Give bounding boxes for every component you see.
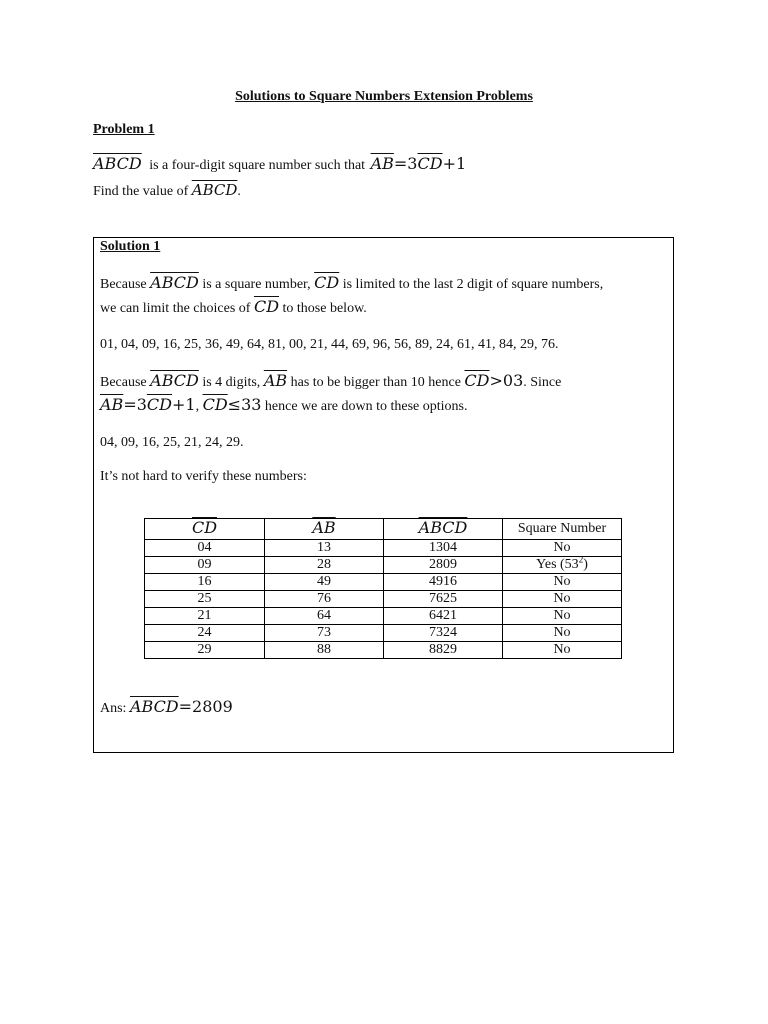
cell: 7625 [384, 591, 503, 608]
table-row [145, 540, 622, 557]
cell: 24 [145, 625, 265, 642]
text: , [195, 399, 200, 414]
cell: No [503, 574, 622, 591]
cell: 64 [265, 608, 384, 625]
math-cd: $\overline{CD}$ [314, 273, 340, 292]
text: is a square number, [202, 277, 311, 292]
math-cd: $\overline{CD}$ [464, 371, 490, 390]
math-cd: $\overline{CD}$ [253, 297, 280, 316]
header-square-number: Square Number [503, 519, 622, 540]
statement-text: . [237, 184, 241, 199]
cell: No [503, 540, 622, 557]
statement-text: is a four-digit square number such that [149, 158, 366, 173]
math-ab: $\overline{AB}$ [100, 395, 124, 414]
cell: 2809 [384, 557, 503, 574]
math-abcd: ABCD [418, 518, 468, 537]
math-abcd: ABCD [150, 371, 199, 390]
table-row [145, 642, 622, 659]
cell: 88 [265, 642, 384, 659]
answer-line [100, 697, 233, 717]
header-abcd [384, 519, 503, 540]
verification-table [144, 518, 622, 659]
solution-paragraph-1 [100, 273, 603, 293]
cell: 13 [265, 540, 384, 557]
cell: 1304 [384, 540, 503, 557]
math-cd: $\overline{CD}$ [146, 395, 172, 414]
table-row [145, 591, 622, 608]
math-cd: $\overline{CD}$ [202, 395, 228, 414]
text: is 4 digits, [202, 375, 261, 390]
cell: 09 [145, 557, 265, 574]
table-row [145, 557, 622, 574]
problem-heading: Problem 1 [93, 122, 155, 137]
math-op: +1 [442, 154, 467, 173]
math-abcd: ABCD [191, 181, 238, 199]
math-abcd: ABCD [93, 154, 142, 173]
text: we can limit the choices of [100, 301, 251, 316]
cell: 25 [145, 591, 265, 608]
header-cd [145, 519, 265, 540]
options-list: 04, 09, 16, 25, 21, 24, 29. [100, 435, 244, 450]
math-op: >03 [489, 371, 524, 390]
math-op: =3 [393, 154, 418, 173]
cell: 4916 [384, 574, 503, 591]
text: to those below. [282, 301, 367, 316]
cell: 21 [145, 608, 265, 625]
cell: 29 [145, 642, 265, 659]
problem-statement-line2 [93, 181, 241, 200]
table-row [145, 625, 622, 642]
solution-heading: Solution 1 [100, 239, 161, 254]
cell: No [503, 591, 622, 608]
text: is limited to the last 2 digit of square numbers, [342, 277, 604, 292]
solution-paragraph-2b [100, 395, 467, 415]
table-header-row [145, 519, 622, 540]
math-op: ≤33 [227, 395, 262, 414]
text: Because [100, 277, 147, 292]
math-ab: $\overline{AB}$ [370, 154, 394, 173]
table-row [145, 608, 622, 625]
cell: 16 [145, 574, 265, 591]
header-ab [265, 519, 384, 540]
table-row [145, 574, 622, 591]
solution-paragraph-1b [100, 297, 367, 317]
choices-list: 01, 04, 09, 16, 25, 36, 49, 64, 81, 00, 21, 44, 69, 96, 56, 89, 24, 61, 41, 84, 29, 76. [100, 337, 559, 352]
cell: No [503, 608, 622, 625]
math-op: =3 [123, 395, 147, 414]
text: hence we are down to these options. [264, 399, 468, 414]
math-abcd: ABCD [150, 273, 199, 292]
cell: 6421 [384, 608, 503, 625]
math-op: +1 [171, 395, 196, 414]
exponent: 2 [578, 554, 584, 565]
page-title: Solutions to Square Numbers Extension Problems [235, 89, 533, 104]
solution-paragraph-2 [100, 371, 561, 391]
statement-text: Find the value of [93, 184, 189, 199]
answer-value: =2809 [178, 697, 233, 716]
cell: 8829 [384, 642, 503, 659]
math-ab: $\overline{AB}$ [312, 518, 336, 537]
cell: 76 [265, 591, 384, 608]
cell: 04 [145, 540, 265, 557]
problem-statement-line1 [93, 154, 466, 174]
cell: No [503, 642, 622, 659]
answer-label: Ans: [100, 701, 127, 716]
cell: 49 [265, 574, 384, 591]
cell [503, 554, 622, 574]
cell: 7324 [384, 625, 503, 642]
cell-text: ) [583, 557, 588, 572]
verify-text: It’s not hard to verify these numbers: [100, 469, 307, 484]
text: Because [100, 375, 147, 390]
text: has to be bigger than 10 hence [290, 375, 461, 390]
cell: 28 [265, 557, 384, 574]
cell: No [503, 625, 622, 642]
math-cd: $\overline{CD}$ [191, 518, 218, 537]
math-abcd: ABCD [129, 697, 179, 716]
math-ab: $\overline{AB}$ [263, 371, 288, 390]
math-cd: $\overline{CD}$ [417, 154, 443, 173]
cell: 73 [265, 625, 384, 642]
cell-text: Yes (53 [536, 557, 579, 572]
text: . Since [523, 375, 562, 390]
